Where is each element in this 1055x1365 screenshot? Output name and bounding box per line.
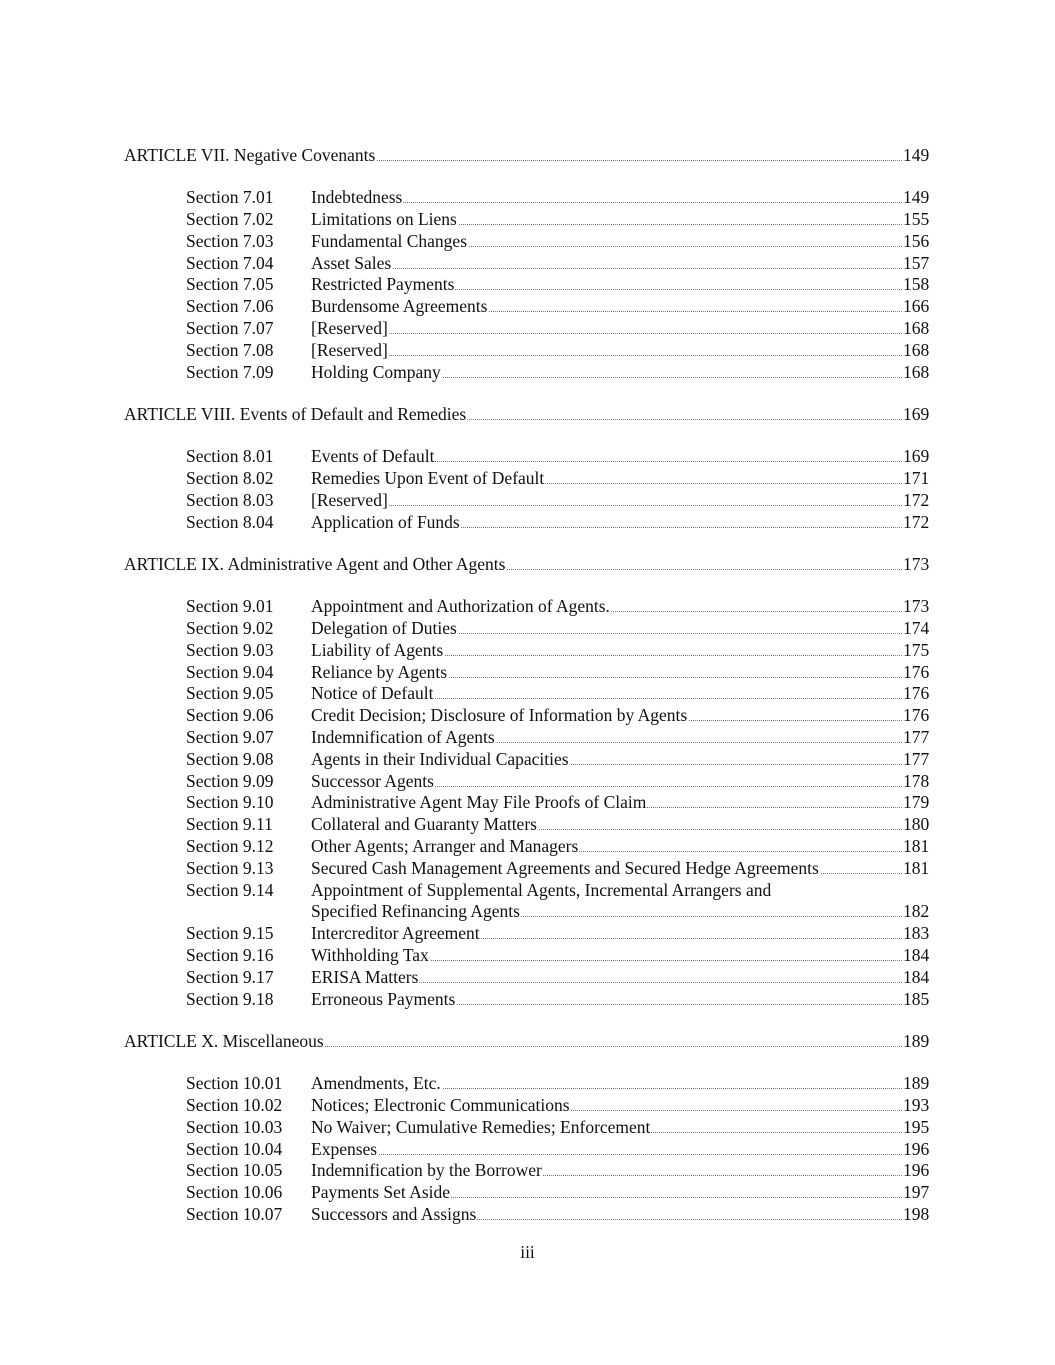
page-number: 181 — [903, 836, 943, 858]
page-number: 175 — [903, 640, 943, 662]
page-number: 149 — [903, 187, 943, 209]
section-entry — [0, 1182, 1055, 1204]
article-entry — [0, 554, 1055, 576]
section-title: Indebtedness — [311, 187, 403, 208]
section-number: Section 7.02 — [186, 209, 274, 230]
section-title: Application of Funds — [311, 511, 460, 532]
page-number: 195 — [903, 1117, 943, 1139]
section-title: Indemnification by the Borrower — [311, 1160, 542, 1181]
page-number: 157 — [903, 253, 943, 275]
section-entry — [0, 512, 1055, 534]
page-number: 182 — [903, 901, 943, 923]
section-number: Section 10.01 — [186, 1073, 283, 1094]
section-entry — [0, 945, 1055, 967]
section-entry — [0, 618, 1055, 640]
section-entry — [0, 858, 1055, 880]
dot-leader — [311, 1154, 902, 1155]
section-title: Payments Set Aside — [311, 1182, 451, 1203]
section-entry — [0, 989, 1055, 1011]
section-number: Section 10.05 — [186, 1160, 283, 1181]
section-number: Section 9.06 — [186, 705, 274, 726]
section-title: Remedies Upon Event of Default — [311, 468, 545, 489]
section-number: Section 10.04 — [186, 1138, 283, 1159]
page-footer-number: iii — [520, 1242, 535, 1262]
section-title: Intercreditor Agreement — [311, 923, 480, 944]
page-number: 197 — [903, 1182, 943, 1204]
section-number: Section 7.06 — [186, 296, 274, 317]
section-entry — [0, 640, 1055, 662]
article-title: ARTICLE X. Miscellaneous — [124, 1030, 324, 1051]
section-number: Section 9.03 — [186, 639, 274, 660]
section-entry — [0, 967, 1055, 989]
page-number: 184 — [903, 967, 943, 989]
section-title: Events of Default — [311, 446, 435, 467]
dot-leader — [311, 355, 902, 356]
page-number: 172 — [903, 512, 943, 534]
page-number: 198 — [903, 1204, 943, 1226]
section-number: Section 9.07 — [186, 727, 274, 748]
page-number: 177 — [903, 727, 943, 749]
page-number: 174 — [903, 618, 943, 640]
section-title: Notice of Default — [311, 683, 434, 704]
section-title: Other Agents; Arranger and Managers — [311, 836, 579, 857]
section-entry — [0, 1204, 1055, 1226]
page-number: 168 — [903, 362, 943, 384]
page-number: 155 — [903, 209, 943, 231]
section-entry — [0, 596, 1055, 618]
page-number: 189 — [903, 1031, 943, 1053]
section-number: Section 8.01 — [186, 446, 274, 467]
page-number: 176 — [903, 683, 943, 705]
section-number: Section 8.04 — [186, 511, 274, 532]
section-number: Section 9.05 — [186, 683, 274, 704]
section-number: Section 10.06 — [186, 1182, 283, 1203]
section-number: Section 9.02 — [186, 618, 274, 639]
article-title: ARTICLE VII. Negative Covenants — [124, 145, 376, 165]
page-number: 173 — [903, 554, 943, 576]
page-number: 166 — [903, 296, 943, 318]
section-entry — [0, 923, 1055, 945]
section-title: [Reserved] — [311, 318, 388, 339]
section-number: Section 9.12 — [186, 836, 274, 857]
section-title: Appointment of Supplemental Agents, Incremental Arrangers and — [311, 879, 772, 900]
section-title: Collateral and Guaranty Matters — [311, 814, 537, 835]
section-entry — [0, 296, 1055, 318]
section-entry — [0, 1160, 1055, 1182]
section-entry — [0, 1117, 1055, 1139]
page-number: 172 — [903, 490, 943, 512]
page-number: 196 — [903, 1160, 943, 1182]
page-number: 185 — [903, 989, 943, 1011]
section-number: Section 7.04 — [186, 252, 274, 273]
section-number: Section 10.07 — [186, 1203, 283, 1224]
page-number: 171 — [903, 468, 943, 490]
section-entry — [0, 749, 1055, 771]
section-title: [Reserved] — [311, 489, 388, 510]
dot-leader — [311, 268, 902, 269]
section-title: Secured Cash Management Agreements and Secured Hedge Agreements — [311, 857, 819, 878]
section-title: Erroneous Payments — [311, 988, 456, 1009]
page-number: 168 — [903, 318, 943, 340]
section-title: Agents in their Individual Capacities — [311, 748, 569, 769]
page-number: 168 — [903, 340, 943, 362]
page-number: 193 — [903, 1095, 943, 1117]
page-number: 184 — [903, 945, 943, 967]
page-number: 169 — [903, 404, 943, 426]
section-title: Fundamental Changes — [311, 230, 468, 251]
section-number: Section 9.18 — [186, 988, 274, 1009]
page-number: 177 — [903, 749, 943, 771]
section-entry — [0, 318, 1055, 340]
section-title-continued: Specified Refinancing Agents — [311, 901, 520, 922]
section-title: Liability of Agents — [311, 639, 444, 660]
article-entry — [0, 404, 1055, 426]
section-title: Delegation of Duties — [311, 618, 457, 639]
dot-leader — [311, 505, 902, 506]
section-entry — [0, 340, 1055, 362]
page-number: 196 — [903, 1139, 943, 1161]
section-title: Withholding Tax — [311, 945, 429, 965]
section-entry — [0, 662, 1055, 684]
page-number: 173 — [903, 596, 943, 618]
section-number: Section 7.01 — [186, 187, 274, 208]
section-title: [Reserved] — [311, 339, 388, 360]
section-entry — [0, 1139, 1055, 1161]
article-title: ARTICLE VIII. Events of Default and Remedies — [124, 403, 467, 424]
section-title: Holding Company — [311, 361, 441, 382]
section-title: Indemnification of Agents — [311, 727, 495, 748]
section-title: Administrative Agent May File Proofs of Claim — [311, 792, 647, 813]
section-number: Section 9.17 — [186, 966, 274, 987]
section-entry — [0, 274, 1055, 296]
section-title: Reliance by Agents — [311, 661, 448, 682]
section-entry — [0, 362, 1055, 384]
page-number: 176 — [903, 705, 943, 727]
section-entry — [0, 490, 1055, 512]
page-number: 183 — [903, 923, 943, 945]
section-entry — [0, 727, 1055, 749]
section-number: Section 9.15 — [186, 923, 274, 944]
page-number: 178 — [903, 771, 943, 793]
section-number: Section 7.03 — [186, 230, 274, 251]
page-number: 179 — [903, 792, 943, 814]
section-number: Section 10.02 — [186, 1094, 283, 1115]
page-number: 149 — [903, 145, 943, 167]
section-number: Section 7.08 — [186, 339, 274, 360]
section-title: Burdensome Agreements — [311, 296, 488, 317]
page-number: 156 — [903, 231, 943, 253]
section-title: Successor Agents — [311, 770, 434, 791]
section-entry — [0, 1095, 1055, 1117]
section-entry — [0, 209, 1055, 231]
section-number: Section 9.08 — [186, 748, 274, 769]
section-entry — [0, 446, 1055, 468]
page-number: 180 — [903, 814, 943, 836]
page-number: 169 — [903, 446, 943, 468]
section-number: Section 8.02 — [186, 468, 274, 489]
section-entry — [0, 253, 1055, 275]
section-number: Section 10.03 — [186, 1116, 283, 1137]
section-number: Section 9.11 — [186, 814, 273, 835]
section-entry — [0, 792, 1055, 814]
section-title: Limitations on Liens — [311, 209, 457, 230]
section-entry — [0, 187, 1055, 209]
article-entry — [0, 145, 1055, 167]
page-number: 158 — [903, 274, 943, 296]
section-entry — [0, 1073, 1055, 1095]
section-number: Section 9.09 — [186, 770, 274, 791]
dot-leader — [311, 333, 902, 334]
section-entry — [0, 683, 1055, 705]
section-number: Section 8.03 — [186, 489, 274, 510]
section-number: Section 7.07 — [186, 318, 274, 339]
section-entry — [0, 771, 1055, 793]
section-number: Section 7.09 — [186, 361, 274, 382]
section-title: Notices; Electronic Communications — [311, 1094, 570, 1115]
section-number: Section 9.14 — [186, 879, 274, 900]
page-number: 181 — [903, 858, 943, 880]
section-number: Section 9.13 — [186, 857, 274, 878]
article-entry — [0, 1031, 1055, 1053]
article-title: ARTICLE IX. Administrative Agent and Other Agents — [124, 553, 506, 574]
section-title: ERISA Matters — [311, 966, 419, 987]
section-title: Credit Decision; Disclosure of Information by Agents — [311, 705, 688, 726]
section-number: Section 7.05 — [186, 274, 274, 295]
section-title: Restricted Payments — [311, 274, 455, 295]
section-entry — [0, 705, 1055, 727]
section-number: Section 9.16 — [186, 945, 274, 965]
page-number: 189 — [903, 1073, 943, 1095]
section-entry-continuation — [0, 901, 1055, 923]
section-title: No Waiver; Cumulative Remedies; Enforcement — [311, 1116, 651, 1137]
section-title: Asset Sales — [311, 252, 392, 273]
section-entry — [0, 814, 1055, 836]
section-entry — [0, 836, 1055, 858]
section-number: Section 9.01 — [186, 596, 274, 617]
section-title: Appointment and Authorization of Agents. — [311, 596, 610, 617]
section-entry — [0, 231, 1055, 253]
section-title: Amendments, Etc. — [311, 1073, 441, 1094]
section-entry — [0, 880, 1055, 902]
section-number: Section 9.10 — [186, 792, 274, 813]
section-title: Successors and Assigns — [311, 1203, 477, 1224]
section-entry — [0, 468, 1055, 490]
page-number: 176 — [903, 662, 943, 684]
table-of-contents — [0, 145, 1055, 1226]
section-number: Section 9.04 — [186, 661, 274, 682]
section-title: Expenses — [311, 1138, 378, 1159]
